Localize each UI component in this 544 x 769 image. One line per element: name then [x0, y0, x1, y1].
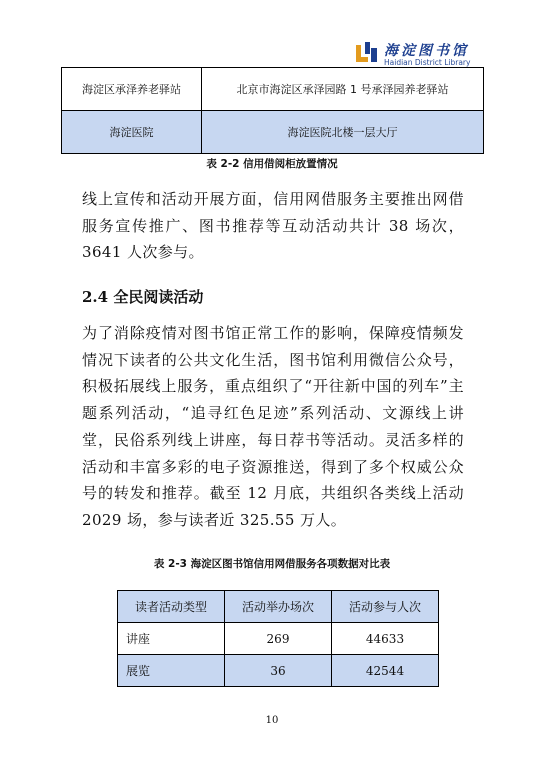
- table-caption: 表 2-2 信用借阅柜放置情况: [206, 158, 338, 170]
- table-cell: 海淀医院北楼一层大厅: [202, 111, 484, 154]
- table-row: [62, 68, 484, 111]
- table-cell: 北京市海淀区承泽园路 1 号承泽园养老驿站: [202, 68, 484, 111]
- page-number: 10: [265, 715, 279, 726]
- table-header-row: [118, 591, 439, 623]
- body-paragraph: 为了消除疫情对图书馆正常工作的影响，保障疫情频发情况下读者的公共文化生活，图书馆利用微信公众号，积极拓展线上服务，重点组织了“开往新中国的列车”主题系列活动，“追寻红色足迹”系列活动、文源线上讲堂，民俗系列线上讲座，每日荐书等活动。灵活多样的活动和丰富多彩的电子资源推送，得到了多个权威公众号的转发和推荐。截至 12 月底，共组织各类线上活动 2029 场，参与读者近 325.55 万人。: [82, 324, 464, 529]
- table-cell: 展览: [118, 655, 225, 687]
- table-cell: 海淀区承泽养老驿站: [62, 68, 202, 111]
- table-caption: 表 2-3 海淀区图书馆信用网借服务各项数据对比表: [153, 558, 391, 570]
- table-cell: 讲座: [118, 623, 225, 655]
- table-cell: 36: [225, 655, 332, 687]
- table-header-cell: 读者活动类型: [118, 591, 225, 623]
- table-header-cell: 活动举办场次: [225, 591, 332, 623]
- library-logo-icon: [356, 42, 378, 64]
- table-row: [118, 623, 439, 655]
- section-heading: 2.4 全民阅读活动: [82, 288, 204, 306]
- logo-english-name: Haidian District Library: [384, 58, 471, 67]
- table-row: [118, 655, 439, 687]
- activity-data-table: [117, 590, 439, 687]
- table-header-cell: 活动参与人次: [332, 591, 439, 623]
- body-paragraph: 线上宣传和活动开展方面，信用网借服务主要推出网借服务宣传推广、图书推荐等互动活动共计 38 场次，3641 人次参与。: [82, 190, 464, 262]
- table-cell: 海淀医院: [62, 111, 202, 154]
- logo-chinese-name: 海淀图书馆: [384, 43, 469, 59]
- table-cell: 42544: [332, 655, 439, 687]
- locker-placement-table: [61, 67, 484, 154]
- table-cell: 269: [225, 623, 332, 655]
- table-row: [62, 111, 484, 154]
- library-logo: [356, 40, 506, 70]
- table-cell: 44633: [332, 623, 439, 655]
